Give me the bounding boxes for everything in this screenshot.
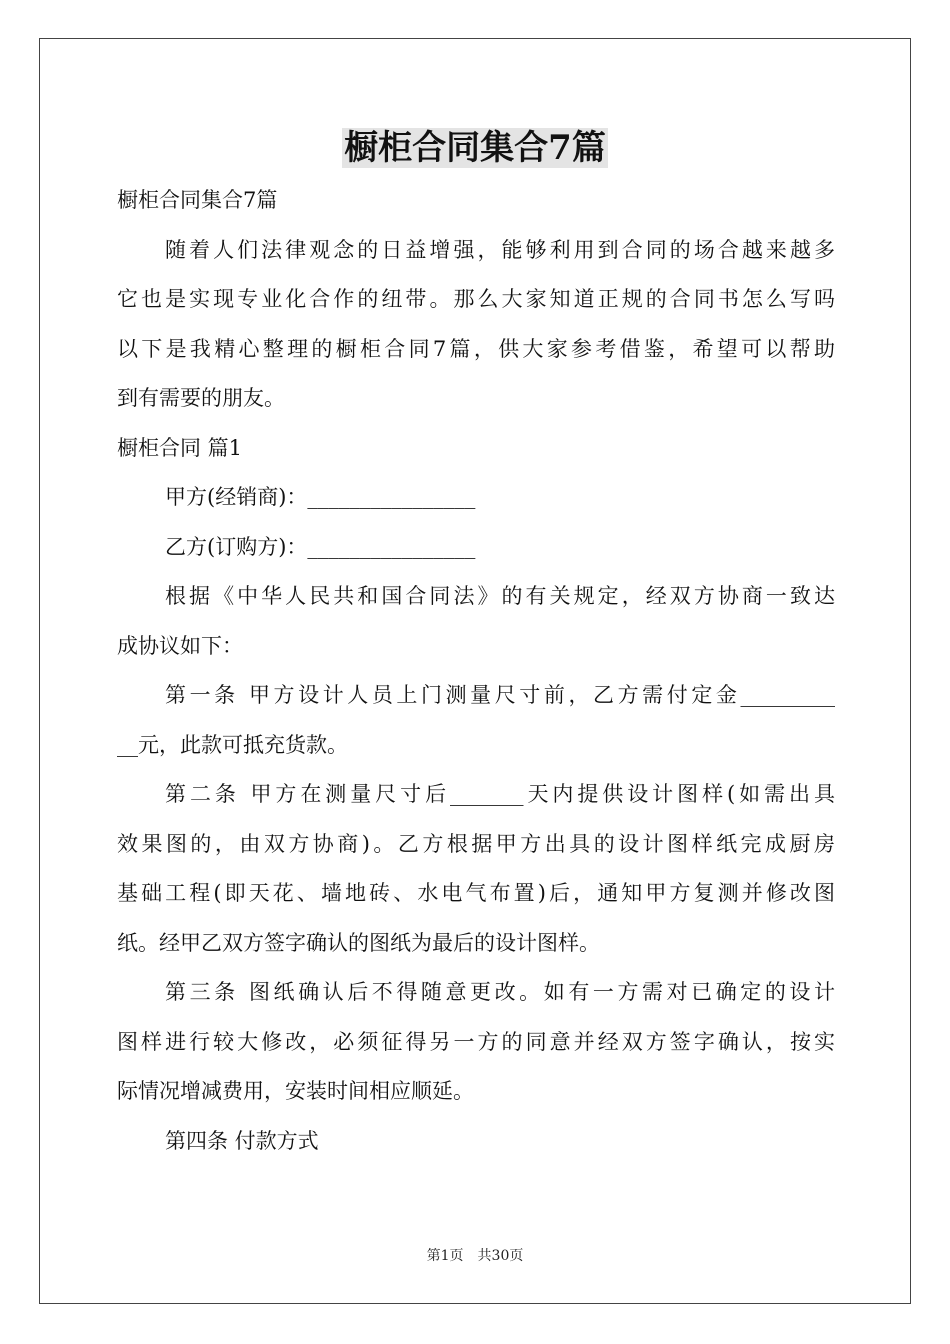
body-line: 效果图的，由双方协商)。乙方根据甲方出具的设计图样纸完成厨房 — [117, 831, 835, 856]
body-line: 以下是我精心整理的橱柜合同7篇，供大家参考借鉴，希望可以帮助 — [117, 336, 835, 361]
body-line: 它也是实现专业化合作的纽带。那么大家知道正规的合同书怎么写吗 — [117, 287, 835, 311]
body-line: 第三条 图纸确认后不得随意更改。如有一方需对已确定的设计 — [165, 980, 835, 1004]
body-line: 橱柜合同 篇1 — [117, 435, 243, 460]
body-line: 到有需要的朋友。 — [117, 386, 285, 410]
page-number: 第1页 — [426, 1248, 464, 1264]
body-line: 际情况增减费用，安装时间相应顺延。 — [117, 1079, 474, 1103]
body-line: 基础工程(即天花、墙地砖、水电气布置)后，通知甲方复测并修改图 — [117, 881, 835, 905]
body-line: 第四条 付款方式 — [165, 1128, 319, 1153]
body-line: 根据《中华人民共和国合同法》的有关规定，经双方协商一致达 — [165, 584, 835, 608]
body-line: 乙方(订购方)：________________ — [165, 534, 476, 559]
body-line: 第二条 甲方在测量尺寸后_______天内提供设计图样(如需出具 — [165, 782, 835, 806]
document-body — [117, 176, 835, 1166]
body-line: 成协议如下： — [117, 633, 243, 658]
body-line: 随着人们法律观念的日益增强，能够利用到合同的场合越来越多 — [165, 237, 835, 262]
body-line: 甲方(经销商)：________________ — [165, 485, 476, 509]
page-total: 共30页 — [477, 1248, 524, 1264]
page-footer — [0, 1246, 950, 1266]
body-line: 第一条 甲方设计人员上门测量尺寸前，乙方需付定金_________ — [165, 683, 835, 707]
body-line: 纸。经甲乙双方签字确认的图纸为最后的设计图样。 — [117, 930, 600, 955]
body-line: 图样进行较大修改，必须征得另一方的同意并经双方签字确认，按实 — [117, 1029, 835, 1054]
document-title — [0, 124, 950, 172]
document-title-text: 橱柜合同集合7篇 — [344, 128, 606, 168]
document-subtitle: 橱柜合同集合7篇 — [117, 188, 278, 212]
body-line: __元，此款可抵充货款。 — [117, 732, 348, 757]
